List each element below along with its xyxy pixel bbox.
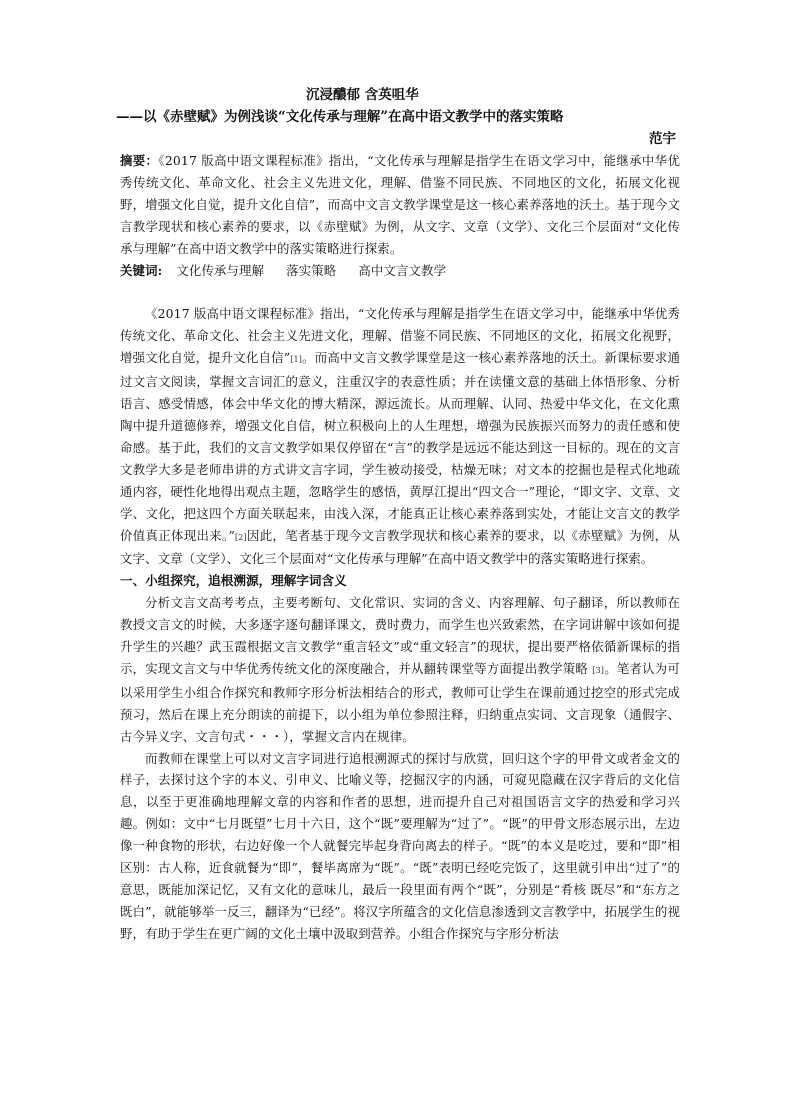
paper-page [116, 84, 681, 945]
keyword-item: 落实策略 [286, 262, 337, 278]
section-heading: 一、小组探究，追根溯源，理解字词含义 [120, 573, 347, 589]
keyword-item: 文化传承与理解 [176, 262, 265, 278]
abstract-label: 摘要： [120, 153, 159, 168]
intro-text-3: 因此，笔者基于现今文言教学现状和核心素养的要求，以《赤壁赋》为例，从文字、文章（文学）、文化三个层面对“文化传承与理解”在高中语文教学中的落实策略进行探索。 [120, 527, 680, 567]
intro-text-1: 《2017 版高中语文课程标准》指出，“文化传承与理解是指学生在语文学习中，能继承中华优秀传统文化、革命文化、社会主义先进文化，理解、借鉴不同民族、不同地区的文化，拓展文化视野，增强文化自觉，提升文化自信” [120, 306, 680, 366]
keywords [120, 260, 680, 282]
keywords-label: 关键词: [120, 262, 163, 278]
citation-2: [2] [234, 532, 247, 542]
paper-subtitle: ——以《赤壁赋》为例浅谈“文化传承与理解”在高中语文教学中的落实策略 [116, 109, 564, 125]
section-text-2: 。笔者认为可以采用学生小组合作探究和教师字形分析法相结合的形式，教师可让学生在课前通过挖空的形式完成预习，然后在课上充分朗读的前提下，以小组为单位参照注释，归纳重点实词、文言现象（通假字、古今异义字、文言句式・・・），掌握文言内在规律。 [120, 660, 681, 744]
intro-text-2: 。而高中文言文教学课堂是这一核心素养落地的沃土。新课标要求通过文言文阅读，掌握文言词汇的意义，注重汉字的表意性质；并在读懂文意的基础上体悟形象、分析语言、感受情感，体会中华文化的博大精深，源远流长。从而理解、认同、热爱中华文化，在文化熏陶中提升道德修养，增强文化自信，树立积极向上的人生理想，增强为民族振兴而努力的责任感和使命感。基于此，我们的文言文教学如果仅停留在“言”的教学是远远不能达到这一目标的。现在的文言文教学大多是老师串讲的方式讲文言字词，学生被动接受，枯燥无味；对文本的挖掘也是程式化地疏通内容，硬性化地得出观点主题，忽略学生的感悟，黄厚江提出“四文合一”理论，“即文字、文章、文学、文化，把这四个方面关联起来，由浅入深，才能真正让核心素养落到实处，才能让文言文的教学价值真正体现出来。” [120, 350, 681, 543]
section-paragraph-1 [120, 592, 680, 747]
keyword-item: 高中文言文教学 [358, 262, 447, 278]
section-paragraph-2: 而教师在课堂上可以对文言字词进行追根溯源式的探讨与欣赏，回归这个字的甲骨文或者金文的样子，去探讨这个字的本义、引申义、比喻义等，挖掘汉字的内涵，可窥见隐藏在汉字背后的文化信息，以至于更准确地理解文章的内容和作者的思想，进而提升自己对祖国语言文字的热爱和学习兴趣。例如：文中“七月既望”七月十六日，这个“既”要理解为“过了”。“既”的甲骨文形态展示出，左边像一种食物的形状，右边好像一个人就餐完毕起身背向离去的样子。“既”的本义是吃过，要和“即”相区别：古人称，近食就餐为“即”，餐毕离席为“既”。“既”表明已经吃完饭了，这里就引申出“过了”的意思，既能加深记忆，又有文化的意味儿，最后一段里面有两个“既”，分别是“肴核 既尽”和“东方之既白”，就能够举一反三，翻译为“已经”。将汉字所蕴含的文化信息渗透到文言教学中，拓展学生的视野，有助于学生在更广阔的文化土壤中汲取到营养。小组合作探究与字形分析法 [120, 750, 680, 941]
citation-3: [3] [592, 665, 605, 675]
intro-paragraph [120, 303, 680, 570]
citation-1: [1] [290, 355, 303, 365]
section-text-1: 分析文言文高考考点，主要考断句、文化常识、实词的含义、内容理解、句子翻译，所以教师在教授文言文的时候，大多逐字逐句翻译课文，费时费力，而学生也兴致索然，在字词讲解中该如何提升学生的兴趣？武玉霞根据文言文教学“重言轻文”或“重文轻言”的现状，提出要严格依循新课标的指示，实现文言文与中华优秀传统文化的深度融合，并从翻转课堂等方面提出教学策略 [120, 595, 680, 676]
paper-title: 沉浸醲郁 含英咀华 [306, 87, 419, 103]
abstract [120, 150, 680, 260]
author-name: 范宇 [649, 131, 676, 147]
abstract-text: 《2017 版高中语文课程标准》指出，“文化传承与理解是指学生在语文学习中，能继承中华优秀传统文化、革命文化、社会主义先进文化，理解、借鉴不同民族、不同地区的文化，拓展文化视野，增强文化自觉，提升文化自信”，而高中文言文教学课堂是这一核心素养落地的沃土。基于现今文言教学现状和核心素养的要求，以《赤壁赋》为例，从文字、文章（文学）、文化三个层面对“文化传承与理解”在高中语文教学中的落实策略进行探索。 [120, 153, 680, 256]
